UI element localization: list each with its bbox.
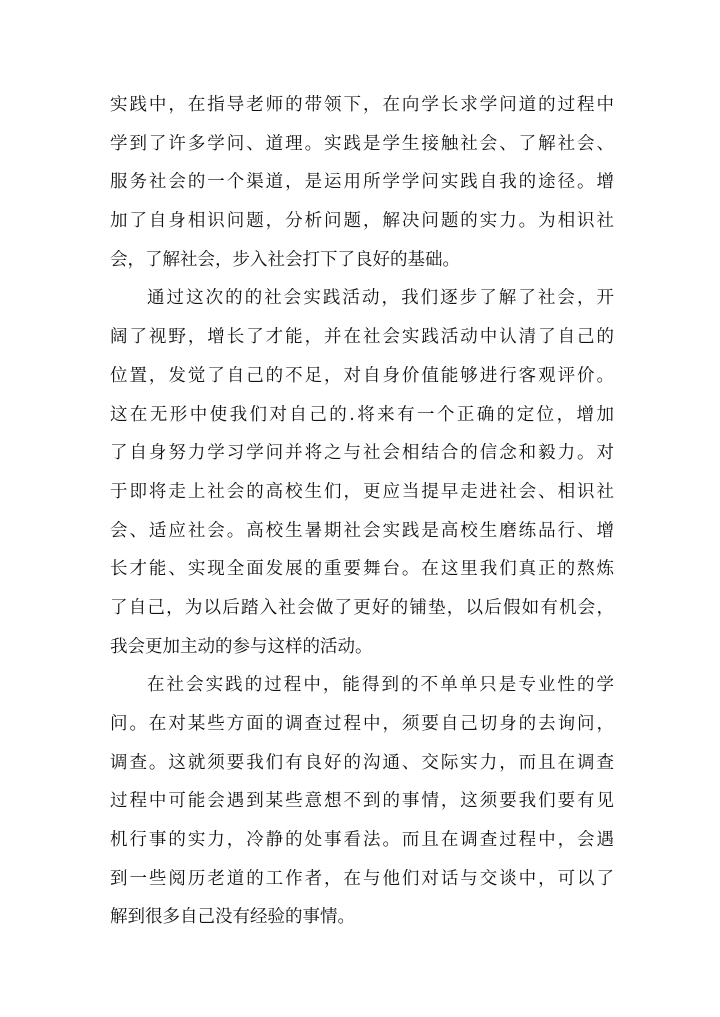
text-line: 解到很多自己没有经验的事情。 — [110, 907, 355, 928]
paragraph-1 — [110, 86, 614, 279]
paragraph-2 — [110, 279, 614, 666]
text-line: 机行事的实力，冷静的处事看法。而且在调查过程中，会遇 — [110, 830, 614, 851]
text-line: 位置，发觉了自己的不足，对自身价值能够进行客观评价。 — [110, 365, 614, 386]
document-body — [110, 86, 614, 937]
text-line: 过程中可能会遇到某些意想不到的事情，这须要我们要有见 — [110, 791, 614, 812]
text-line: 在社会实践的过程中，能得到的不单单只是专业性的学 — [147, 675, 614, 696]
text-line: 阔了视野，增长了才能，并在社会实践活动中认清了自己的 — [110, 327, 614, 348]
text-line: 问。在对某些方面的调查过程中，须要自己切身的去询问， — [110, 714, 614, 734]
text-line: 学到了许多学问、道理。实践是学生接触社会、了解社会、 — [110, 133, 614, 154]
text-line: 会、适应社会。高校生暑期社会实践是高校生磨练品行、增 — [110, 520, 614, 541]
text-line: 加了自身相识问题，分析问题，解决问题的实力。为相识社 — [110, 211, 614, 232]
text-line: 我会更加主动的参与这样的活动。 — [110, 636, 373, 657]
text-line: 了自己，为以后踏入社会做了更好的铺垫，以后假如有机会， — [110, 597, 614, 618]
text-line: 这在无形中使我们对自己的.将来有一个正确的定位，增加 — [110, 404, 614, 425]
text-line: 长才能、实现全面发展的重要舞台。在这里我们真正的熬炼 — [110, 559, 614, 580]
text-line: 会，了解社会，步入社会打下了良好的基础。 — [110, 249, 460, 270]
text-line: 服务社会的一个渠道，是运用所学学问实践自我的途径。增 — [110, 172, 614, 193]
text-line: 到一些阅历老道的工作者，在与他们对话与交谈中，可以了 — [110, 868, 614, 889]
text-line: 调查。这就须要我们有良好的沟通、交际实力，而且在调查 — [110, 752, 614, 773]
text-line: 于即将走上社会的高校生们，更应当提早走进社会、相识社 — [110, 481, 614, 502]
text-line: 通过这次的的社会实践活动，我们逐步了解了社会，开 — [147, 288, 614, 309]
text-line: 了自身努力学习学问并将之与社会相结合的信念和毅力。对 — [110, 443, 614, 464]
text-line: 实践中，在指导老师的带领下，在向学长求学问道的过程中 — [110, 95, 614, 115]
paragraph-3 — [110, 666, 614, 937]
